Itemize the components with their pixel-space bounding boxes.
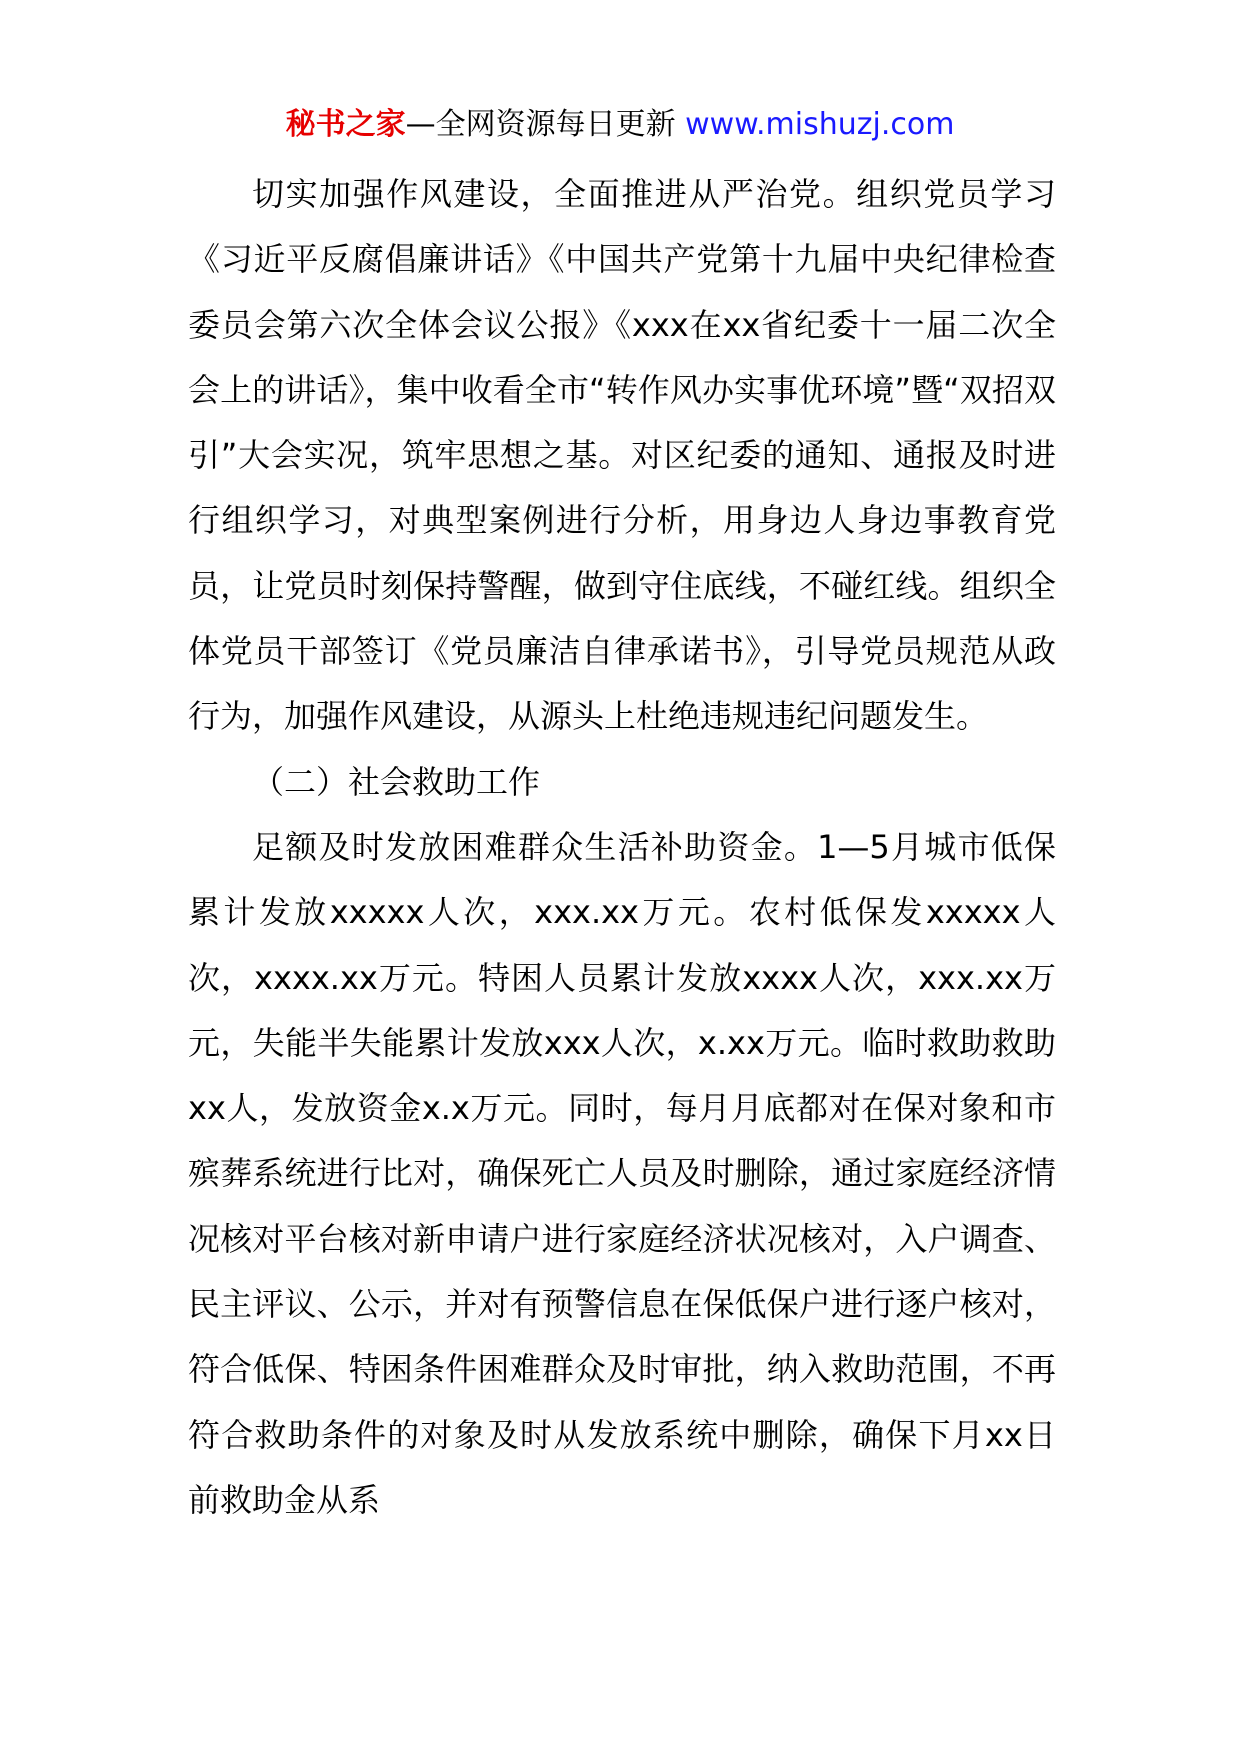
- section-heading-social-assistance: （二）社会救助工作: [252, 762, 541, 801]
- paragraph-social-assistance: 足额及时发放困难群众生活补助资金。1—5月城市低保累计发放xxxxx人次，xxx.xx万元。农村低保发xxxxx人次，xxxx.xx万元。特困人员累计发放xxxx人次，xxx.xx万元，失能半失能累计发放xxx人次，x.xx万元。临时救助救助xx人，发放资金x.x万元。同时，每月月底都对在保对象和市殡葬系统进行比对，确保死亡人员及时删除，通过家庭经济情况核对平台核对新申请户进行家庭经济状况核对，入户调查、民主评议、公示，并对有预警信息在保低保户进行逐户核对，符合低保、特困条件困难群众及时审批，纳入救助范围，不再符合救助条件的对象及时从发放系统中删除，确保下月xx日前救助金从系: [188, 827, 1056, 1519]
- brand-name: 秘书之家: [285, 107, 406, 142]
- paragraph-style-building: 切实加强作风建设，全面推进从严治党。组织党员学习《习近平反腐倡廉讲话》《中国共产党第十九届中央纪律检查委员会第六次全体会议公报》《xxx在xx省纪委十一届二次全会上的讲话》，集中收看全市“转作风办实事优环境”暨“双招双引”大会实况，筑牢思想之基。对区纪委的通知、通报及时进行组织学习，对典型案例进行分析，用身边人身边事教育党员，让党员时刻保持警醒，做到守住底线，不碰红线。组织全体党员干部签订《党员廉洁自律承诺书》，引导党员规范从政行为，加强作风建设，从源头上杜绝违规违纪问题发生。: [188, 175, 1056, 736]
- document-body: [188, 162, 1056, 1533]
- header-tagline: —全网资源每日更新: [405, 107, 676, 142]
- site-header: [0, 100, 1240, 150]
- site-url-link[interactable]: www.mishuzj.com: [685, 107, 955, 142]
